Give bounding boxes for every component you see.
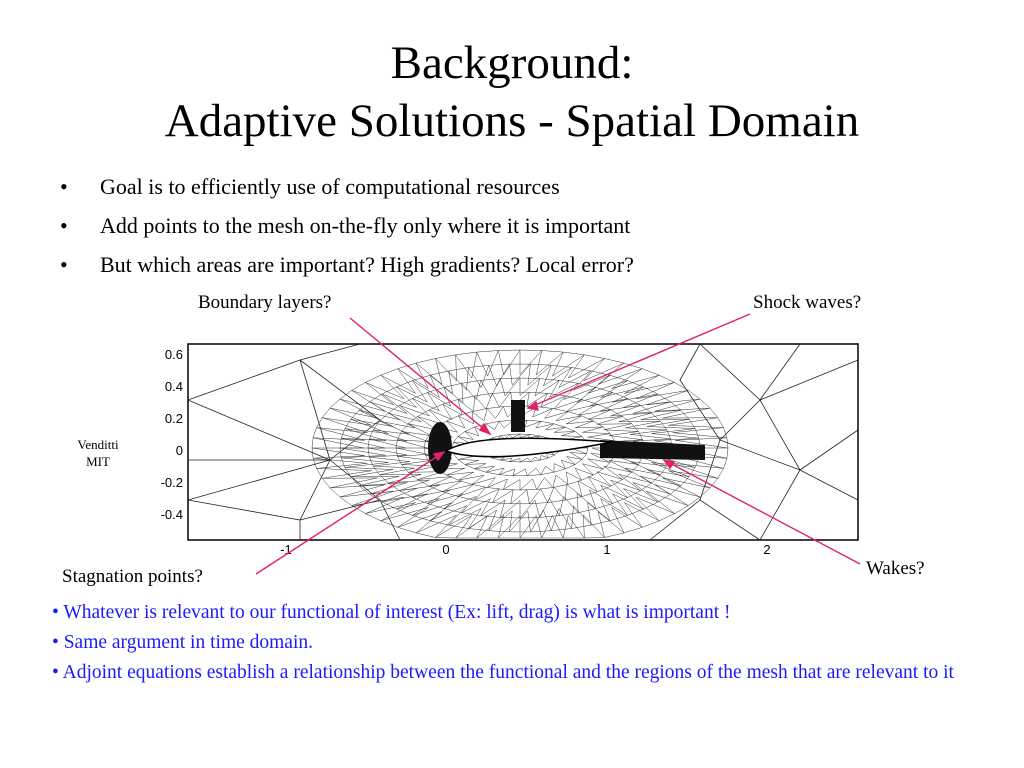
y-tick-label: -0.2 [160,475,183,490]
credit-affiliation: MIT [86,454,110,469]
bullet-item: • Add points to the mesh on-the-fly only where it is important [60,211,634,250]
y-tick-label: -0.4 [160,507,183,522]
shock-cluster [511,400,525,432]
x-tick-label: 0 [442,542,450,557]
credit-name: Venditti [77,437,119,452]
footer-notes [52,598,972,688]
stagnation-cluster [428,422,452,474]
y-tick-label: 0.2 [164,411,183,426]
x-tick-label: 2 [763,542,771,557]
x-tick-label: -1 [280,542,292,557]
footer-line: • Same argument in time domain. [52,632,314,653]
title-line-1: Background: [390,37,634,89]
annotation-boundary-layers: Boundary layers? [198,292,332,313]
annotation-wakes: Wakes? [866,558,925,579]
y-tick-label: 0.6 [164,347,183,362]
annotation-stagnation-points: Stagnation points? [62,566,203,587]
bullet-item: • Goal is to efficiently use of computational resources [60,172,634,211]
y-tick-label: 0 [175,443,183,458]
title-line-2: Adaptive Solutions - Spatial Domain [164,95,860,147]
figure-credit [62,436,134,470]
footer-line: • Whatever is relevant to our functional of interest (Ex: lift, drag) is what is important ! [52,602,731,623]
footer-line: • Adjoint equations establish a relationship between the functional and the regions of the mesh that are relevant to it [52,662,954,683]
annotation-shock-waves: Shock waves? [753,292,862,313]
bullet-item: • But which areas are important? High gradients? Local error? [60,250,634,289]
y-tick-label: 0.4 [164,379,183,394]
x-tick-label: 1 [603,542,611,557]
